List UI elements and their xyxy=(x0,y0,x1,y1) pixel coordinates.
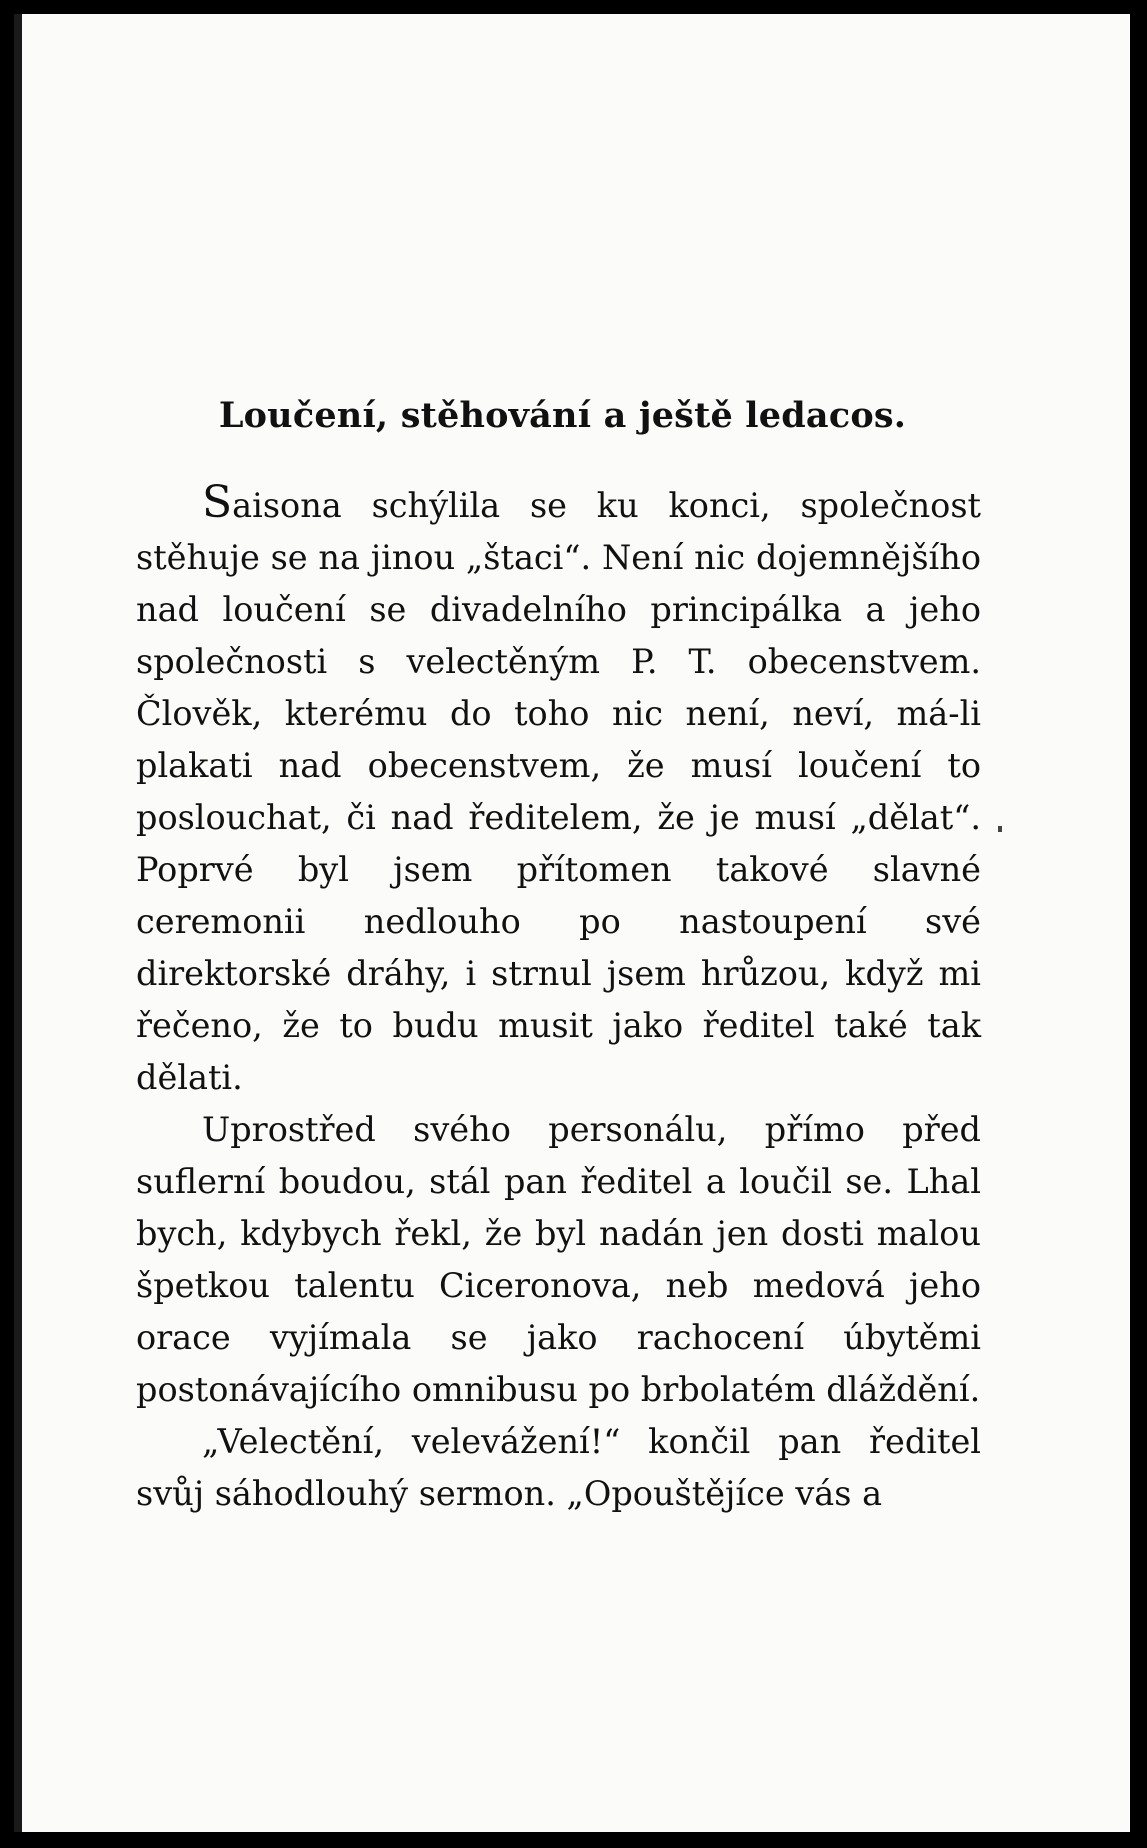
paragraph-2: Uprostřed svého personálu, přímo před suflerní boudou, stál pan ředitel a loučil se. Lhal bych, kdybych řekl, že byl nadán jen dosti malou špetkou talentu Ciceronova, neb medová jeho orace vyjímala se jako rachocení úbytěmi postonávajícího omnibusu po brbolatém dláždění. xyxy=(136,1110,981,1409)
paragraph-3: „Velectění, velevážení!“ končil pan ředitel svůj sáhodlouhý sermon. „Opouštějíce vás a xyxy=(136,1422,981,1513)
margin-speck xyxy=(998,826,1002,832)
page-text xyxy=(136,395,981,1520)
paragraph-1-text: aisona schýlila se ku konci, společnost stěhuje se na jinou „štaci“. Není nic dojemnějšího nad loučení se divadelního principálka a jeho společnosti s velectěným P. T. obecenstvem. Člověk, kterému do toho nic není, neví, má-li plakati nad obecenstvem, že musí loučení to poslouchat, či nad ředitelem, že je musí „dělat“. Poprvé byl jsem přítomen takové slavné ceremonii nedlouho po nastoupení své direktorské dráhy, i strnul jsem hrůzou, když mi řečeno, že to budu musit jako ředitel také tak dělati. xyxy=(136,486,981,1097)
paragraph-1-initial: S xyxy=(202,477,233,528)
chapter-title: Loučení, stěhování a ještě ledacos. xyxy=(218,395,907,436)
paragraph-1 xyxy=(136,477,981,1104)
page-binding-edge xyxy=(14,14,22,1832)
